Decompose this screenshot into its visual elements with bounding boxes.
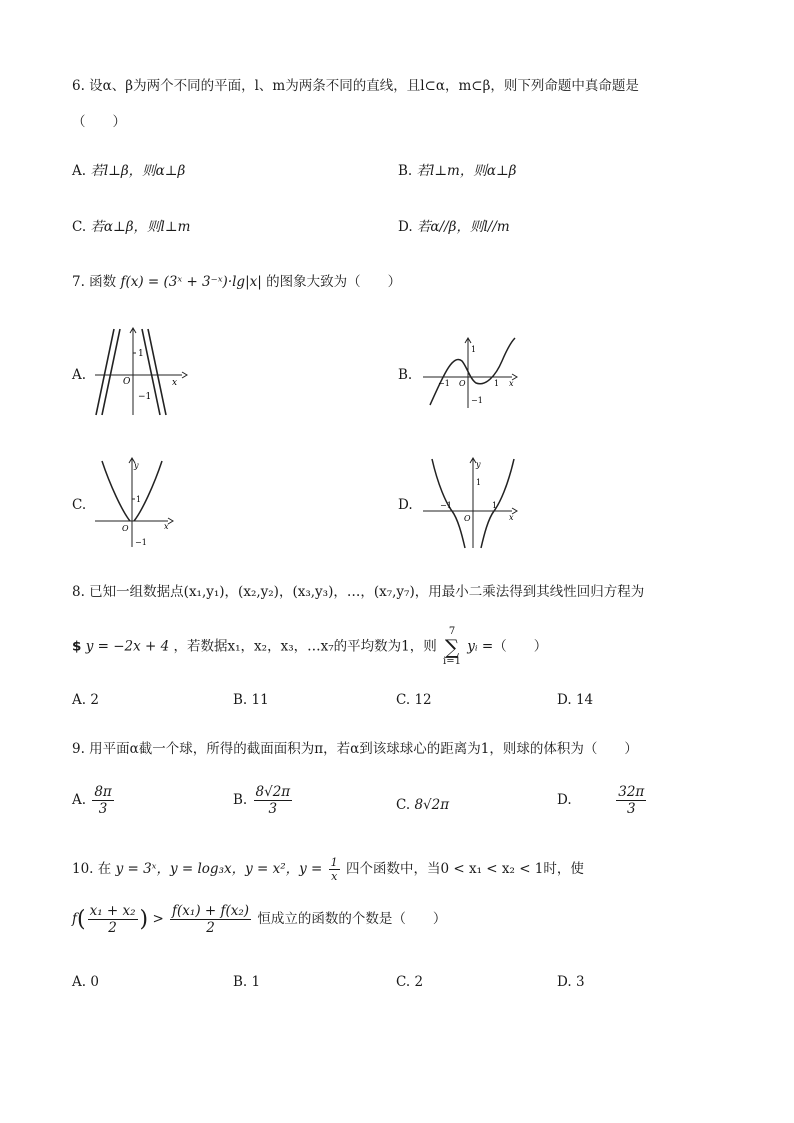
label-origin: O xyxy=(122,524,129,533)
option-text: 2 xyxy=(90,692,99,708)
option-letter: C. xyxy=(72,219,87,235)
q7-suffix: 的图象大致为（ ） xyxy=(266,274,402,290)
option-text: 0 xyxy=(90,974,99,990)
recip-fraction xyxy=(329,856,340,883)
lhs-f: f xyxy=(72,911,77,927)
label-yneg1: −1 xyxy=(135,538,147,547)
option-text: 若α//β，则l//m xyxy=(416,219,510,235)
q6-stem: 6. 设α、β为两个不同的平面，l、m为两条不同的直线，且l⊂α，m⊂β，则下列命题中真命题是 xyxy=(72,78,639,94)
label-origin: O xyxy=(459,379,466,388)
option-text: 12 xyxy=(414,692,432,708)
numerator: f(x₁) + f(x₂) xyxy=(172,903,250,919)
option-letter: A. xyxy=(72,792,87,808)
q7-graph-b xyxy=(420,335,520,410)
label-y1: 1 xyxy=(471,345,477,354)
numerator: 8√2π xyxy=(255,784,291,800)
option-letter: B. xyxy=(233,792,248,808)
option-text: 若α⊥β，则l⊥m xyxy=(90,219,191,235)
sum-top: 7 xyxy=(448,626,456,637)
option-letter: B. xyxy=(398,163,413,179)
option-letter: B. xyxy=(233,974,248,990)
q10-option-b xyxy=(233,974,260,990)
option-letter: D. xyxy=(557,974,572,990)
label-xneg1: −1 xyxy=(440,501,452,510)
x-axis-arrow xyxy=(182,372,187,378)
q8-end: =（ ） xyxy=(481,638,548,655)
q9-stem: 9. 用平面α截一个球，所得的截面面积为π，若α到该球球心的距离为1，则球的体积为（ ） xyxy=(72,741,638,757)
option-letter: D. xyxy=(557,792,572,808)
label-x: x xyxy=(164,522,169,531)
curve-right xyxy=(481,459,514,548)
q6-option-c xyxy=(72,215,190,235)
q6-option-d xyxy=(398,215,510,235)
option-text: 14 xyxy=(575,692,594,708)
label-x1: 1 xyxy=(494,379,500,388)
label-y1: 1 xyxy=(138,349,144,359)
option-letter: D. xyxy=(557,692,572,708)
label-yneg1: −1 xyxy=(138,392,152,402)
q7-option-c-letter: C. xyxy=(72,497,87,513)
rhs-fraction xyxy=(170,903,251,936)
denominator: 3 xyxy=(626,801,636,817)
option-text: 8√2π xyxy=(414,797,450,813)
option-letter: C. xyxy=(396,692,411,708)
sum-term: yᵢ xyxy=(467,638,478,655)
q9-option-d xyxy=(557,784,648,817)
label-y1: 1 xyxy=(476,478,482,487)
lhs-fraction xyxy=(88,903,138,936)
q7-stem xyxy=(72,270,401,290)
curve-right xyxy=(134,461,162,521)
q8-mid: ，若数据x₁，x₂，x₃，…x₇的平均数为1，则 xyxy=(173,638,437,655)
numerator: 8π xyxy=(94,784,112,800)
curve-left xyxy=(102,461,130,521)
label-origin: O xyxy=(464,514,471,523)
numerator: 1 xyxy=(330,856,338,869)
q10-option-c xyxy=(396,974,423,990)
numerator: x₁ + x₂ xyxy=(89,903,136,919)
option-letter: A. xyxy=(72,974,87,990)
q9-option-b xyxy=(233,784,294,817)
option-text: 2 xyxy=(414,974,424,990)
q8-stem-line2 xyxy=(72,627,547,667)
q10-option-d xyxy=(557,974,585,990)
label-yneg1: −1 xyxy=(471,396,483,405)
q8-option-b xyxy=(233,692,269,708)
denominator: 2 xyxy=(108,920,117,936)
q8-stem-line1: 8. 已知一组数据点(x₁,y₁)，(x₂,y₂)，(x₃,y₃)，…，(x₇,y₇)，用最小二乘法得到其线性回归方程为 xyxy=(72,584,645,600)
q10-prefix: 10. 在 xyxy=(72,861,112,877)
q7-graph-a xyxy=(90,325,190,417)
q10-line2-suffix: 恒成立的函数的个数是（ ） xyxy=(257,911,447,927)
label-xneg1: −1 xyxy=(438,379,450,388)
q7-option-d-letter: D. xyxy=(398,497,413,513)
label-y: y xyxy=(476,460,481,469)
sum-bottom: i=1 xyxy=(443,656,461,667)
gt-sign: > xyxy=(152,911,164,927)
q7-formula: f(x) = (3ˣ + 3⁻ˣ)·lg|x| xyxy=(120,274,262,290)
ocr-artifact-mark: $ xyxy=(72,638,82,655)
option-text: 3 xyxy=(575,974,585,990)
fraction xyxy=(254,784,293,817)
option-text: 若l⊥m，则α⊥β xyxy=(416,163,517,179)
label-x: x xyxy=(172,378,178,388)
option-letter: A. xyxy=(72,163,87,179)
q10-option-a xyxy=(72,974,99,990)
q6-option-a xyxy=(72,159,185,179)
regression-equation: y = −2x + 4 xyxy=(85,638,170,655)
fraction xyxy=(616,784,646,817)
q10-stem-line2: f( $\frac{\text{x₁ + x₂}}{2}$ ) > $\frac{\text{f(x₁) + f(x₂)}}{2}$ 恒成立的函数的个数是（ ） xyxy=(72,903,447,936)
q7-prefix: 7. 函数 xyxy=(72,274,117,290)
denominator: 2 xyxy=(206,920,215,936)
q6-option-b xyxy=(398,159,516,179)
q6-answer-paren: （ ） xyxy=(72,114,126,130)
q7-graph-d xyxy=(420,455,520,550)
q9-option-c xyxy=(396,797,449,813)
label-x1: 1 xyxy=(492,501,498,510)
q8-option-a xyxy=(72,692,99,708)
x-axis-arrow xyxy=(168,518,173,524)
label-y1: 1 xyxy=(136,495,142,504)
denominator: 3 xyxy=(98,801,108,817)
q8-option-d xyxy=(557,692,593,708)
q8-option-c xyxy=(396,692,432,708)
label-x: x xyxy=(509,379,514,388)
option-text: 1 xyxy=(251,974,261,990)
sum-sigma: ∑ xyxy=(444,635,460,659)
option-letter: C. xyxy=(396,797,411,813)
q10-suffix: 四个函数中，当0 < x₁ < x₂ < 1时，使 xyxy=(345,861,584,877)
denominator: 3 xyxy=(268,801,278,817)
option-letter: A. xyxy=(72,692,87,708)
option-letter: C. xyxy=(396,974,411,990)
numerator: 32π xyxy=(618,784,645,800)
option-letter: B. xyxy=(233,692,248,708)
q9-option-a xyxy=(72,784,116,817)
q10-funcs: y = 3ˣ，y = log₃x，y = x²，y = xyxy=(115,861,327,877)
option-letter: D. xyxy=(398,219,413,235)
option-text: 若l⊥β，则α⊥β xyxy=(90,163,186,179)
option-text: 11 xyxy=(251,692,269,708)
label-origin: O xyxy=(123,377,131,387)
q7-option-a-letter: A. xyxy=(72,367,87,383)
label-x: x xyxy=(509,513,514,522)
summation xyxy=(443,627,461,667)
fraction xyxy=(92,784,113,817)
q7-option-b-letter: B. xyxy=(398,367,413,383)
q7-graph-c xyxy=(92,455,182,550)
label-y: y xyxy=(134,461,139,470)
denominator: x xyxy=(331,870,338,883)
q10-stem-line1 xyxy=(72,856,584,883)
